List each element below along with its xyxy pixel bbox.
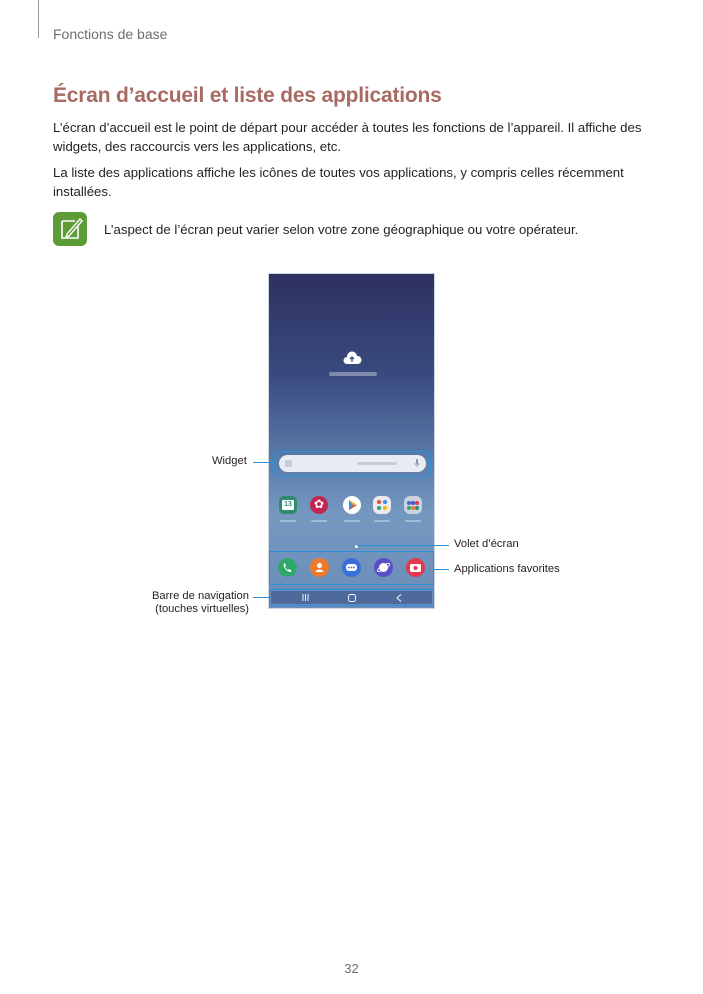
leader-favorites xyxy=(433,569,449,570)
cloud-upload-icon xyxy=(342,351,362,365)
calendar-icon[interactable] xyxy=(279,496,297,514)
callout-navbar-line2: (touches virtuelles) xyxy=(155,603,249,615)
samsung-folder-icon[interactable] xyxy=(404,496,422,514)
google-folder-icon[interactable] xyxy=(373,496,391,514)
note-text: L’aspect de l’écran peut varier selon votre zone géographique ou votre opérateur. xyxy=(104,222,579,237)
cloud-caption xyxy=(329,372,377,376)
page-number: 32 xyxy=(344,961,359,976)
calendar-day: 13 xyxy=(282,500,294,510)
section-header: Fonctions de base xyxy=(53,26,168,42)
contacts-icon[interactable] xyxy=(310,558,329,577)
app-label xyxy=(374,520,390,522)
callout-favorites: Applications favorites xyxy=(454,563,560,575)
app-label xyxy=(344,520,360,522)
play-store-icon[interactable] xyxy=(343,496,361,514)
apps-list-paragraph: La liste des applications affiche les icônes de toutes vos applications, y compris celles récemment installées. xyxy=(53,165,624,199)
google-logo-icon xyxy=(285,460,292,467)
home-screen-illustration xyxy=(268,273,435,609)
back-icon[interactable] xyxy=(396,594,402,602)
intro-paragraph: L’écran d’accueil est le point de départ pour accéder à toutes les fonctions de l’appareil. Il affiche des widgets, des raccourcis vers les applications, etc. xyxy=(53,120,642,154)
internet-icon[interactable] xyxy=(374,558,393,577)
search-placeholder xyxy=(357,462,397,465)
callout-navbar xyxy=(143,590,249,616)
note-pencil-icon xyxy=(53,212,87,246)
callout-page-indicator: Volet d’écran xyxy=(454,538,519,550)
mic-icon[interactable] xyxy=(414,459,420,468)
leader-widget xyxy=(253,462,273,463)
callout-navbar-line1: Barre de navigation xyxy=(151,590,249,602)
messages-icon[interactable] xyxy=(342,558,361,577)
app-label xyxy=(405,520,421,522)
callout-widget: Widget xyxy=(212,455,247,467)
gallery-flower-icon[interactable]: ✿ xyxy=(310,496,328,514)
page-title: Écran d’accueil et liste des applications xyxy=(53,84,442,107)
camera-icon[interactable] xyxy=(406,558,425,577)
leader-navbar xyxy=(253,597,270,598)
home-icon[interactable] xyxy=(348,594,356,602)
recents-icon[interactable] xyxy=(302,594,309,601)
header-rule xyxy=(38,0,39,38)
app-label xyxy=(311,520,327,522)
phone-icon[interactable] xyxy=(278,558,297,577)
leader-page-indicator xyxy=(357,545,449,546)
app-label xyxy=(280,520,296,522)
search-widget[interactable] xyxy=(279,455,426,472)
